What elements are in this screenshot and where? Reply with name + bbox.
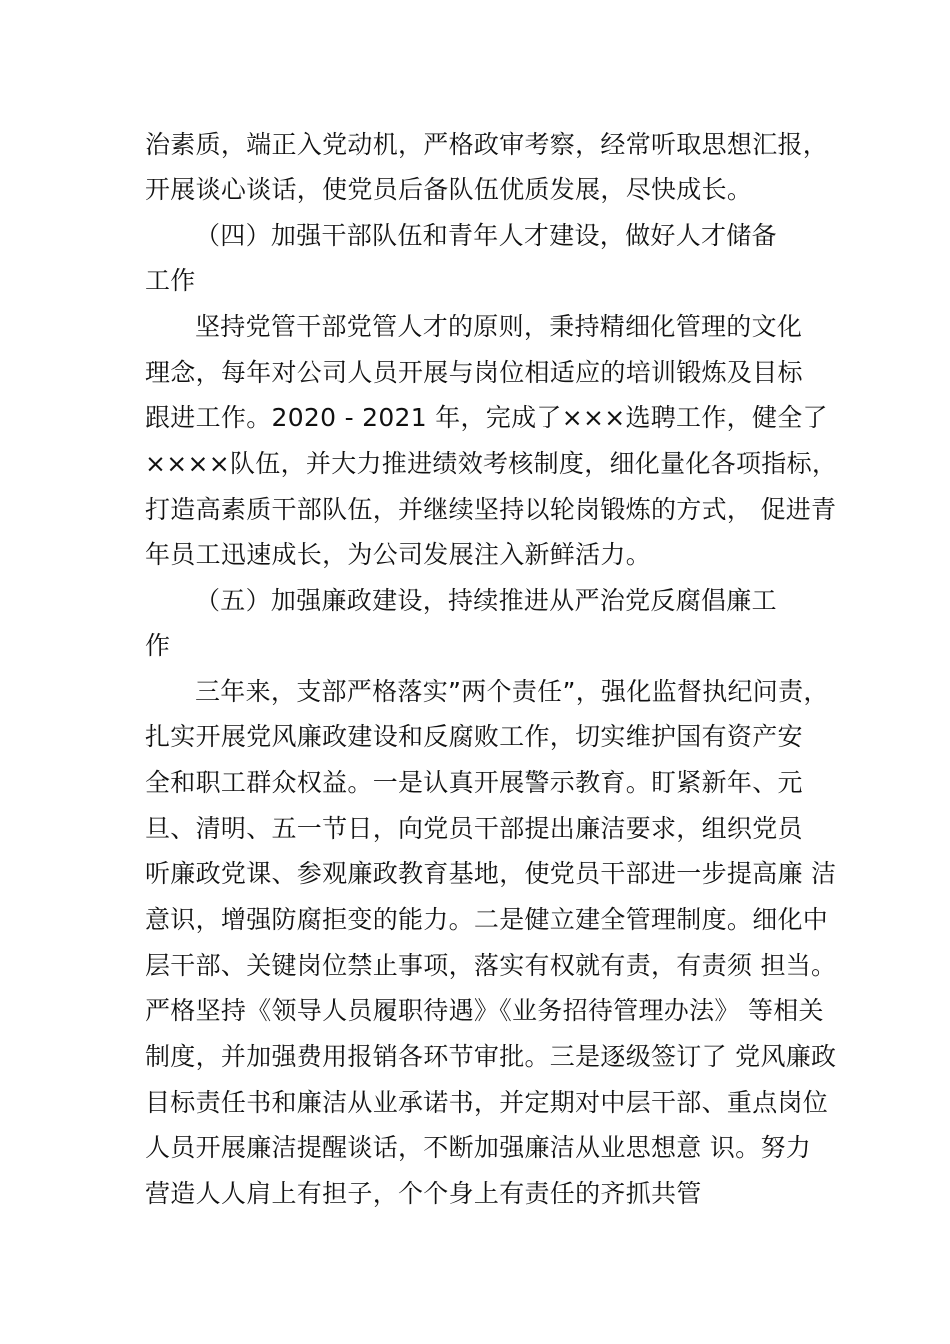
text-line-23: 人员开展廉洁提醒谈话，不断加强廉洁从业思想意 识。努力: [145, 1133, 812, 1162]
text-line-17: 听廉政党课、参观廉政教育基地，使党员干部进一步提高廉 洁: [145, 859, 837, 888]
text-line-21: 制度，并加强费用报销各环节审批。三是逐级签订了 党风廉政: [145, 1042, 837, 1071]
text-line-7: 跟进工作。2020 - 2021 年，完成了×××选聘工作，健全了: [145, 403, 828, 432]
text-line-15: 全和职工群众权益。一是认真开展警示教育。盯紧新年、元: [145, 768, 803, 797]
text-line-1: 治素质，端正入党动机，严格政审考察，经常听取思想汇报，: [145, 130, 829, 159]
text-line-20: 严格坚持《领导人员履职待遇》《业务招待管理办法》 等相关: [145, 996, 824, 1025]
text-line-5: 坚持党管干部党管人才的原则，秉持精细化管理的文化: [195, 312, 803, 341]
text-line-16: 旦、清明、五一节日，向党员干部提出廉洁要求，组织党员: [145, 814, 803, 843]
text-line-9: 打造高素质干部队伍，并继续坚持以轮岗锻炼的方式， 促进青: [145, 495, 837, 524]
text-line-2: 开展谈心谈话，使党员后备队伍优质发展，尽快成长。: [145, 175, 753, 204]
section-heading-4: （四）加强干部队伍和青年人才建设，做好人才储备: [195, 221, 777, 250]
text-line-14: 扎实开展党风廉政建设和反腐败工作，切实维护国有资产安: [145, 722, 803, 751]
section-heading-5: （五）加强廉政建设，持续推进从严治党反腐倡廉工: [195, 586, 777, 615]
section-heading-5-cont: 作: [145, 631, 171, 660]
text-line-19: 层干部、关键岗位禁止事项，落实有权就有责，有责须 担当。: [145, 951, 837, 980]
text-line-8: ××××队伍，并大力推进绩效考核制度，细化量化各项指标，: [145, 449, 838, 478]
text-line-22: 目标责任书和廉洁从业承诺书，并定期对中层干部、重点岗位: [145, 1088, 829, 1117]
text-line-13: 三年来，支部严格落实”两个责任”，强化监督执纪问责，: [195, 677, 829, 706]
text-line-6: 理念，每年对公司人员开展与岗位相适应的培训锻炼及目标: [145, 358, 803, 387]
text-line-18: 意识，增强防腐拒变的能力。二是健立建全管理制度。细化中: [145, 905, 829, 934]
section-heading-4-cont: 工作: [145, 266, 196, 295]
text-line-10: 年员工迅速成长，为公司发展注入新鲜活力。: [145, 540, 652, 569]
text-line-24: 营造人人肩上有担子，个个身上有责任的齐抓共管: [145, 1179, 702, 1208]
